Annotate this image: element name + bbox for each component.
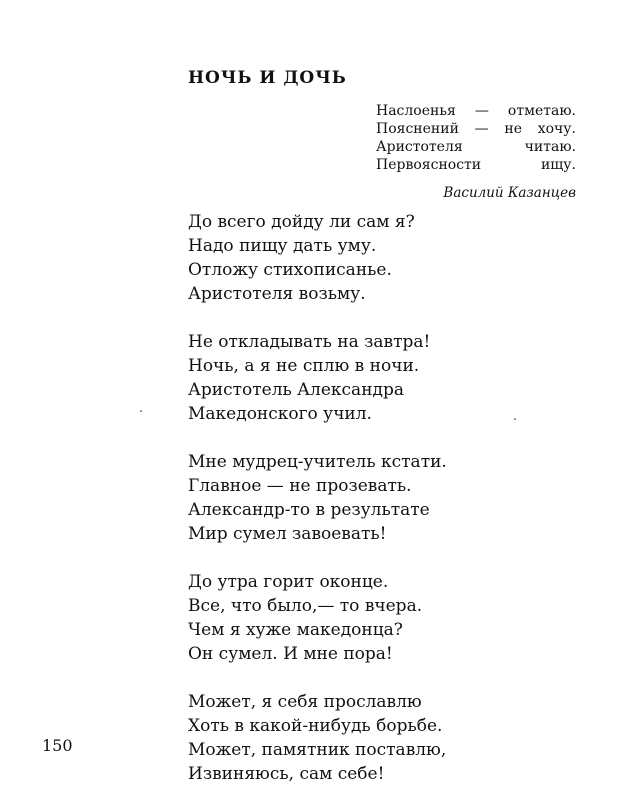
verse-line: Может, памятник поставлю,	[188, 740, 447, 760]
verse-line: Мир сумел завоевать!	[188, 524, 387, 544]
epigraph	[376, 102, 576, 202]
verse-line: Надо пищу дать уму.	[188, 236, 377, 256]
verse-line: Может, я себя прославлю	[188, 692, 422, 712]
verse-line: Все, что было,— то вчера.	[188, 596, 423, 616]
verse-line: Мне мудрец-учитель кстати.	[188, 452, 447, 472]
epigraph-author: Василий Казанцев	[443, 185, 576, 201]
verse-line: Александр-то в результате	[188, 500, 430, 520]
scan-speck	[140, 410, 142, 412]
stanza	[188, 210, 488, 306]
verse-line: Аристотель Александра	[188, 380, 405, 400]
poem-title: НОЧЬ И ДОЧЬ	[188, 68, 347, 88]
epigraph-line: Наслоенья — отметаю.	[376, 103, 576, 119]
verse-line: Отложу стихописанье.	[188, 260, 392, 280]
stanza	[188, 450, 488, 546]
verse-line: Хоть в какой-нибудь борьбе.	[188, 716, 443, 736]
stanza	[188, 330, 488, 426]
epigraph-line: Первоясности ищу.	[376, 157, 576, 173]
verse-line: Ночь, а я не сплю в ночи.	[188, 356, 420, 376]
scan-speck	[514, 418, 516, 420]
verse-line: Чем я хуже македонца?	[188, 620, 403, 640]
poem-body	[188, 210, 488, 810]
verse-line: Он сумел. И мне пора!	[188, 644, 393, 664]
stanza	[188, 690, 488, 786]
page-number: 150	[42, 736, 73, 755]
stanza	[188, 570, 488, 666]
verse-line: Не откладывать на завтра!	[188, 332, 431, 352]
epigraph-line: Пояснений — не хочу.	[376, 121, 576, 137]
verse-line: Македонского учил.	[188, 404, 372, 424]
epigraph-line: Аристотеля читаю.	[376, 139, 576, 155]
verse-line: До утра горит оконце.	[188, 572, 389, 592]
verse-line: Извиняюсь, сам себе!	[188, 764, 385, 784]
verse-line: Главное — не прозевать.	[188, 476, 412, 496]
verse-line: Аристотеля возьму.	[188, 284, 366, 304]
verse-line: До всего дойду ли сам я?	[188, 212, 415, 232]
